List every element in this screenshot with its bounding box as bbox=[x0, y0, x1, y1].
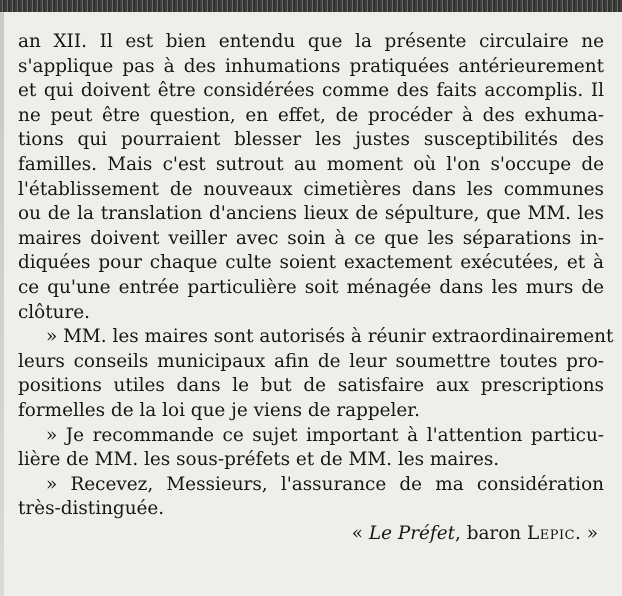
text-line: ce qu'une entrée particulière soit ménagée dans les murs de bbox=[18, 276, 604, 298]
column-top-rule bbox=[0, 0, 622, 12]
text-line: lière de MM. les sous-préfets et de MM. les maires. bbox=[18, 449, 500, 471]
signature-title: Le Préfet bbox=[368, 522, 455, 544]
text-line: formelles de la loi que je viens de rappeler. bbox=[18, 399, 420, 421]
text-line: ou de la translation d'anciens lieux de sépulture, que MM. les bbox=[18, 203, 604, 225]
signature-name: Lepic bbox=[527, 522, 576, 544]
column-left-edge bbox=[0, 12, 4, 596]
paragraph-4 bbox=[18, 473, 604, 522]
text-line: positions utiles dans le but de satisfaire aux prescriptions bbox=[18, 375, 604, 397]
text-line: s'applique pas à des inhumations pratiquées antérieurement bbox=[18, 55, 604, 77]
signature bbox=[18, 522, 604, 547]
text-line: diquées pour chaque culte soient exactement exécutées, et à bbox=[18, 252, 604, 274]
text-line: ne peut être question, en effet, de procéder à des exhuma- bbox=[18, 104, 604, 126]
text-line: tions qui pourraient blesser les justes susceptibilités des bbox=[18, 129, 604, 151]
article-text bbox=[18, 30, 614, 546]
signature-separator: , baron bbox=[455, 522, 522, 544]
text-line: » Recevez, Messieurs, l'assurance de ma considération bbox=[46, 473, 604, 495]
paragraph-3 bbox=[18, 424, 604, 473]
signature-open-quote: « bbox=[351, 522, 364, 544]
text-line: très-distinguée. bbox=[18, 498, 165, 520]
text-line: maires doivent veiller avec soin à ce que les séparations in- bbox=[18, 227, 604, 249]
text-line: et qui doivent être considérées comme des faits accomplis. Il bbox=[18, 80, 604, 102]
text-line: clôture. bbox=[18, 301, 91, 323]
text-line: familles. Mais c'est sutrout au moment où l'on s'occupe de bbox=[18, 153, 604, 175]
text-line: an XII. Il est bien entendu que la présente circulaire ne bbox=[18, 31, 604, 52]
paragraph-1 bbox=[18, 30, 604, 325]
text-line: leurs conseils municipaux afin de leur soumettre toutes pro- bbox=[18, 350, 604, 372]
text-line: » Je recommande ce sujet important à l'attention particu- bbox=[46, 424, 604, 446]
paragraph-2 bbox=[18, 325, 614, 423]
text-line: » MM. les maires sont autorisés à réunir extraordinairement bbox=[46, 326, 614, 348]
text-line: l'établissement de nouveaux cimetières dans les communes bbox=[18, 178, 604, 200]
signature-close: . » bbox=[575, 522, 598, 544]
